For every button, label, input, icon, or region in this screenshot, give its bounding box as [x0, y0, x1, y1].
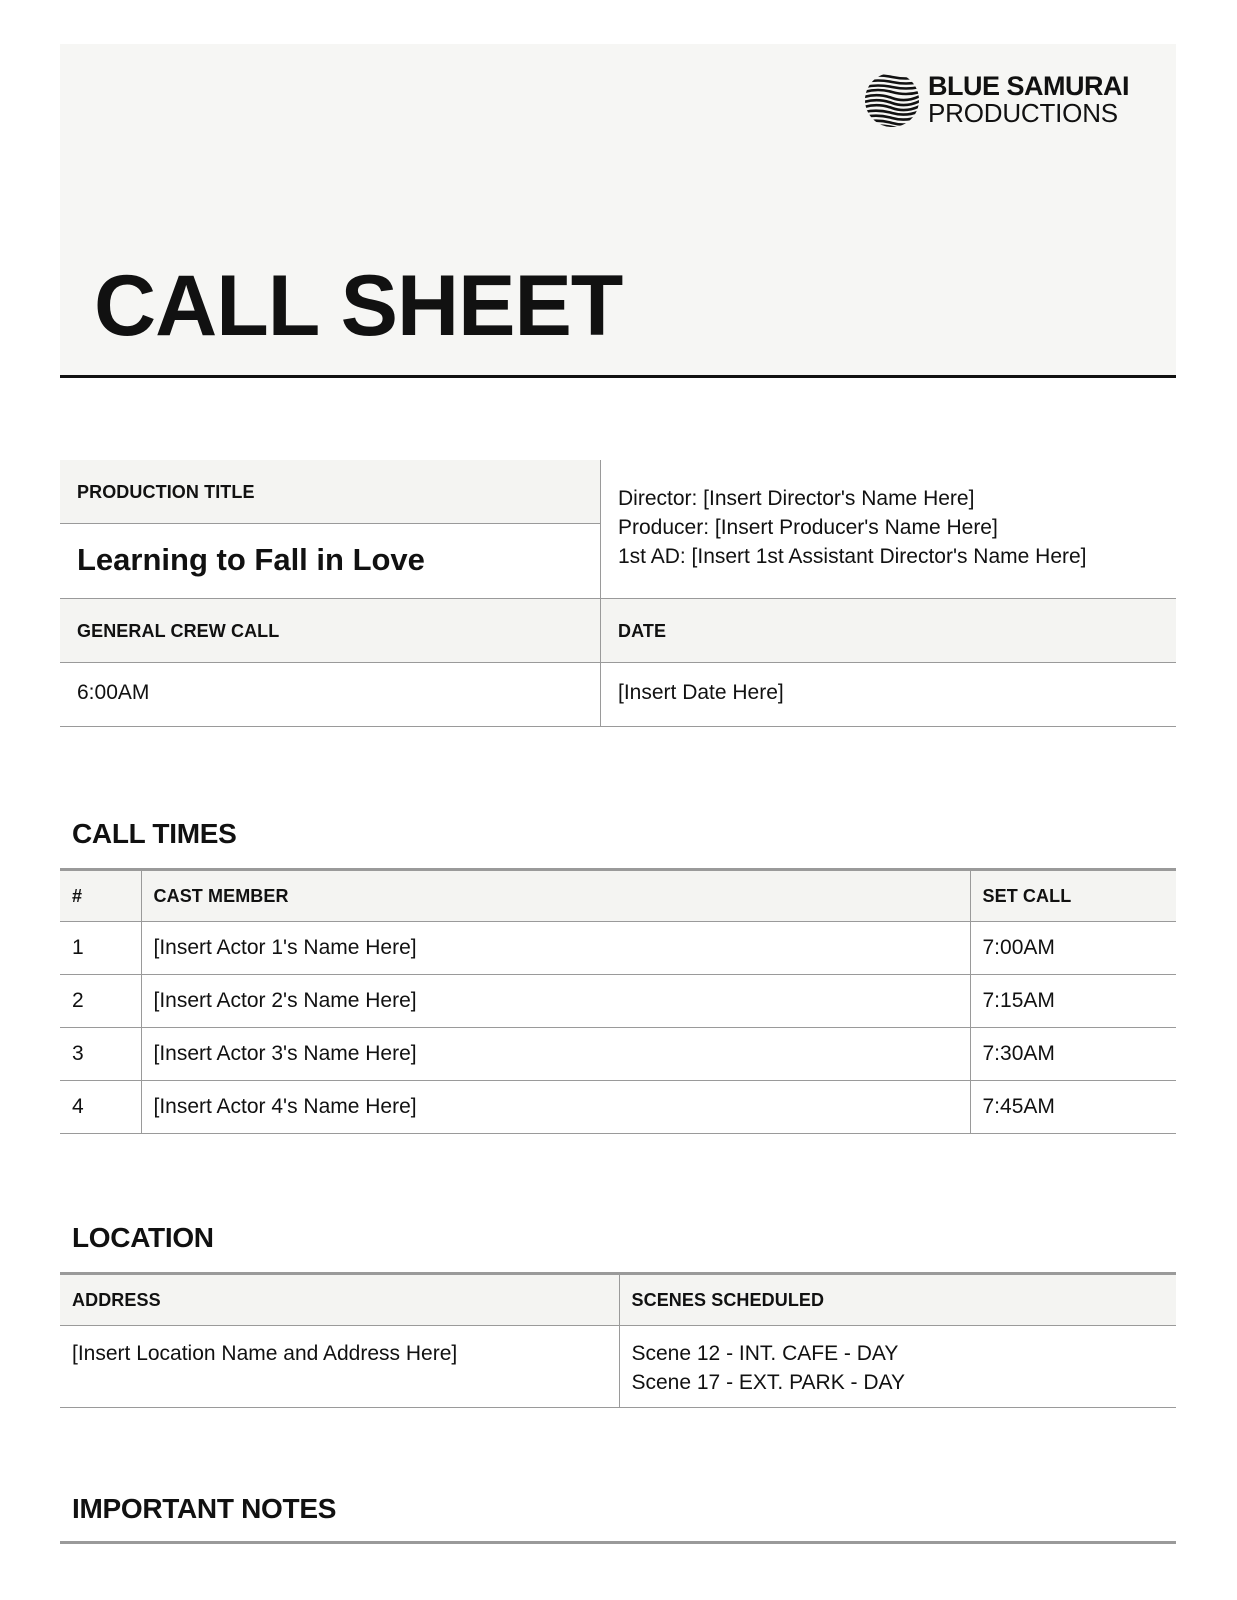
set-call-time: 7:45AM — [970, 1081, 1176, 1134]
scene-item: Scene 17 - EXT. PARK - DAY — [631, 1371, 905, 1394]
column-header-number: # — [60, 870, 141, 922]
row-number: 2 — [60, 975, 141, 1028]
row-number: 4 — [60, 1081, 141, 1134]
page-title: CALL SHEET — [94, 258, 623, 354]
production-title-value: Learning to Fall in Love — [77, 542, 425, 577]
set-call-time: 7:15AM — [970, 975, 1176, 1028]
scene-item: Scene 12 - INT. CAFE - DAY — [631, 1342, 899, 1365]
table-row — [60, 1326, 1176, 1408]
important-notes-heading: IMPORTANT NOTES — [72, 1493, 337, 1524]
date-value: [Insert Date Here] — [618, 681, 784, 704]
table-row — [60, 1028, 1176, 1081]
table-row — [60, 975, 1176, 1028]
logo-line-1: BLUE SAMURAI — [928, 71, 1129, 101]
table-row — [60, 1081, 1176, 1134]
cast-member: [Insert Actor 3's Name Here] — [141, 1028, 970, 1081]
cast-member: [Insert Actor 4's Name Here] — [141, 1081, 970, 1134]
notes-divider — [60, 1541, 1176, 1544]
production-title-label: PRODUCTION TITLE — [60, 460, 600, 524]
production-info-grid — [60, 460, 1176, 727]
logo-line-2: PRODUCTIONS — [928, 98, 1118, 128]
header-banner — [60, 44, 1176, 378]
column-header-cast-member: CAST MEMBER — [141, 870, 970, 922]
director-line: Director: [Insert Director's Name Here] — [618, 487, 975, 510]
location-heading: LOCATION — [72, 1222, 214, 1253]
column-header-address: ADDRESS — [60, 1274, 619, 1326]
company-logo — [864, 72, 1129, 128]
call-times-heading: CALL TIMES — [72, 818, 237, 849]
call-times-table — [60, 868, 1176, 1134]
first-ad-line: 1st AD: [Insert 1st Assistant Director's Name Here] — [618, 545, 1087, 568]
crew-call-label: GENERAL CREW CALL — [60, 599, 601, 662]
location-table — [60, 1272, 1176, 1408]
column-header-scenes: SCENES SCHEDULED — [619, 1274, 1176, 1326]
scenes-scheduled — [619, 1326, 1176, 1408]
set-call-time: 7:30AM — [970, 1028, 1176, 1081]
crew-call-value: 6:00AM — [60, 663, 601, 726]
wave-logo-icon — [864, 72, 920, 128]
key-crew-block — [601, 460, 1176, 598]
producer-line: Producer: [Insert Producer's Name Here] — [618, 516, 998, 539]
date-label: DATE — [618, 621, 667, 641]
location-address: [Insert Location Name and Address Here] — [60, 1326, 619, 1408]
row-number: 3 — [60, 1028, 141, 1081]
table-row — [60, 922, 1176, 975]
row-number: 1 — [60, 922, 141, 975]
set-call-time: 7:00AM — [970, 922, 1176, 975]
cast-member: [Insert Actor 1's Name Here] — [141, 922, 970, 975]
column-header-set-call: SET CALL — [970, 870, 1176, 922]
cast-member: [Insert Actor 2's Name Here] — [141, 975, 970, 1028]
